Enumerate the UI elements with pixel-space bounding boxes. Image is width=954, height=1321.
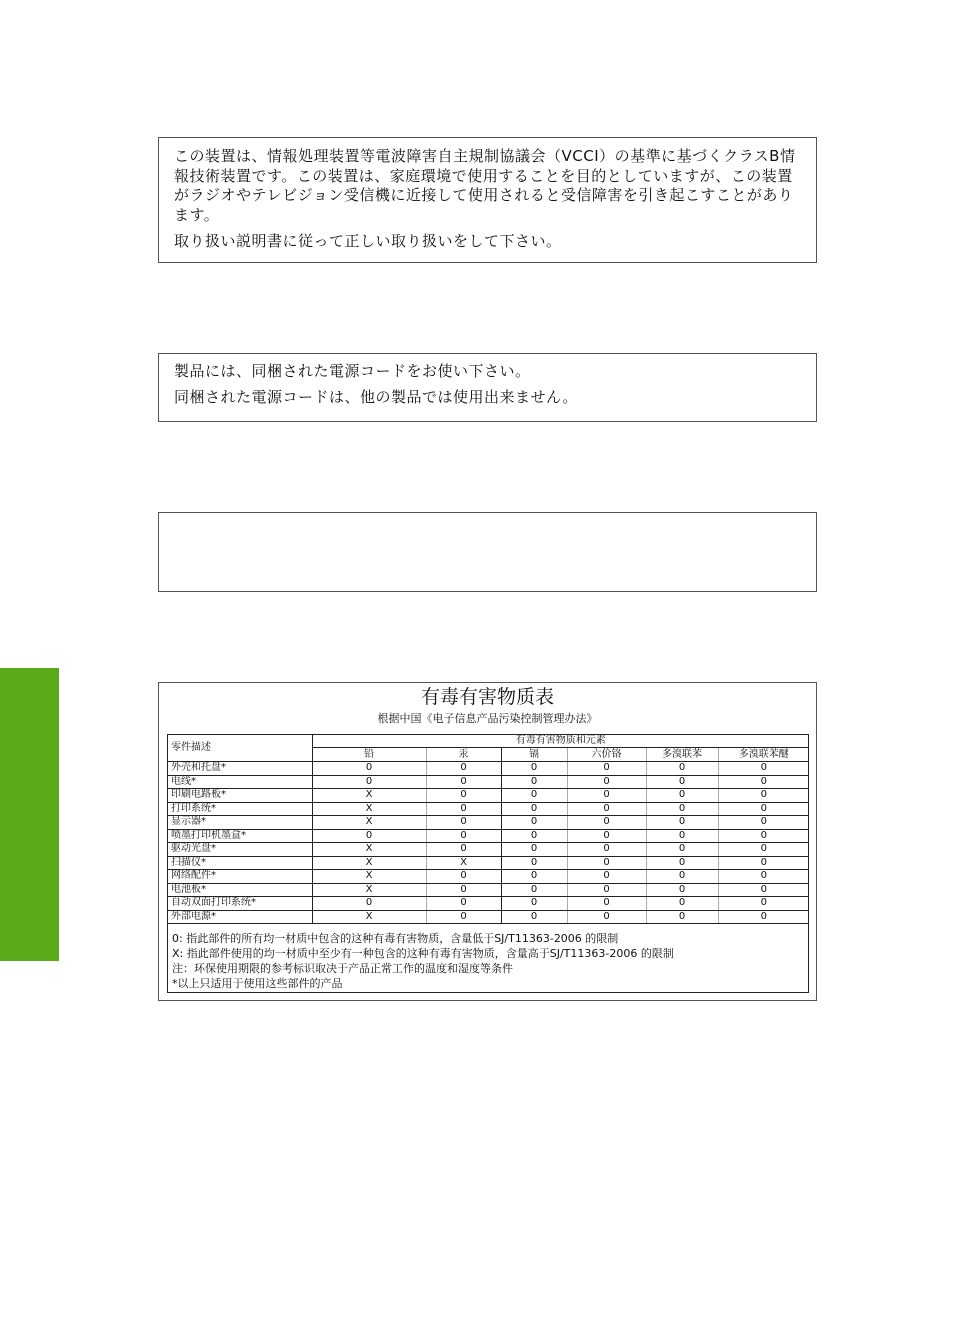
part-name-cell: 显示器* bbox=[168, 816, 312, 830]
substance-value-cell: 0 bbox=[646, 910, 718, 924]
substance-value-cell: 0 bbox=[567, 910, 646, 924]
substance-value-cell: 0 bbox=[501, 883, 567, 897]
substance-value-cell: 0 bbox=[718, 910, 809, 924]
table-row bbox=[168, 762, 809, 776]
table-row bbox=[168, 870, 809, 884]
substance-value-cell: 0 bbox=[567, 816, 646, 830]
substance-value-cell: 0 bbox=[501, 870, 567, 884]
element-header: 镉 bbox=[501, 748, 567, 762]
substance-value-cell: 0 bbox=[426, 789, 501, 803]
part-name-cell: 自动双面打印系统* bbox=[168, 897, 312, 911]
part-name-cell: 扫描仪* bbox=[168, 856, 312, 870]
element-header: 汞 bbox=[426, 748, 501, 762]
substance-value-cell: 0 bbox=[718, 775, 809, 789]
substance-value-cell: 0 bbox=[426, 829, 501, 843]
substance-value-cell: 0 bbox=[567, 789, 646, 803]
substance-value-cell: 0 bbox=[501, 829, 567, 843]
rohs-note: 注：环保使用期限的参考标识取决于产品正常工作的温度和湿度等条件 bbox=[172, 962, 513, 975]
substance-value-cell: 0 bbox=[718, 856, 809, 870]
substance-value-cell: 0 bbox=[718, 897, 809, 911]
substance-value-cell: 0 bbox=[312, 762, 426, 776]
part-name-cell: 外壳和托盘* bbox=[168, 762, 312, 776]
substance-value-cell: X bbox=[426, 856, 501, 870]
substance-value-cell: 0 bbox=[718, 762, 809, 776]
substance-value-cell: 0 bbox=[567, 829, 646, 843]
substance-value-cell: 0 bbox=[718, 829, 809, 843]
substance-value-cell: 0 bbox=[501, 843, 567, 857]
substance-value-cell: 0 bbox=[646, 816, 718, 830]
table-row bbox=[168, 829, 809, 843]
substance-value-cell: 0 bbox=[718, 816, 809, 830]
rohs-table-box bbox=[158, 682, 817, 1001]
substance-value-cell: 0 bbox=[646, 856, 718, 870]
substance-value-cell: 0 bbox=[426, 897, 501, 911]
substance-value-cell: 0 bbox=[501, 816, 567, 830]
element-header: 多溴联苯 bbox=[646, 748, 718, 762]
table-row bbox=[168, 897, 809, 911]
substance-value-cell: 0 bbox=[501, 789, 567, 803]
substance-value-cell: 0 bbox=[718, 883, 809, 897]
power-cord-notice-box bbox=[158, 353, 817, 422]
substance-value-cell: 0 bbox=[718, 843, 809, 857]
substance-value-cell: X bbox=[312, 843, 426, 857]
hazardous-substance-table bbox=[168, 735, 809, 924]
rohs-table-frame bbox=[167, 734, 809, 993]
substance-value-cell: 0 bbox=[646, 829, 718, 843]
substance-value-cell: 0 bbox=[426, 910, 501, 924]
table-row bbox=[168, 816, 809, 830]
vcci-paragraph-1: この装置は、情報処理装置等電波障害自主規制協議会（VCCI）の基準に基づくクラスB情報技術装置です。この装置は、家庭環境で使用することを目的としていますが、この装置がラジオやテレビジョン受信機に近接して使用されると受信障害を引き起こすことがあります。 bbox=[174, 147, 796, 225]
part-name-cell: 外部电源* bbox=[168, 910, 312, 924]
substance-value-cell: 0 bbox=[718, 789, 809, 803]
table-row bbox=[168, 775, 809, 789]
vcci-paragraph-2: 取り扱い説明書に従って正しい取り扱いをして下さい。 bbox=[174, 231, 562, 250]
rohs-note: 0: 指此部件的所有均一材质中包含的这种有毒有害物质，含量低于SJ/T11363-2006 的限制 bbox=[172, 932, 619, 945]
substance-value-cell: X bbox=[312, 870, 426, 884]
part-name-cell: 驱动光盘* bbox=[168, 843, 312, 857]
substance-value-cell: 0 bbox=[501, 856, 567, 870]
substance-value-cell: 0 bbox=[567, 762, 646, 776]
substance-value-cell: 0 bbox=[646, 843, 718, 857]
substance-value-cell: X bbox=[312, 856, 426, 870]
substance-value-cell: 0 bbox=[718, 870, 809, 884]
substance-value-cell: 0 bbox=[718, 802, 809, 816]
substance-value-cell: 0 bbox=[646, 802, 718, 816]
table-row bbox=[168, 802, 809, 816]
part-name-cell: 印刷电路板* bbox=[168, 789, 312, 803]
substance-value-cell: 0 bbox=[646, 789, 718, 803]
substance-value-cell: X bbox=[312, 883, 426, 897]
substance-value-cell: 0 bbox=[567, 856, 646, 870]
substance-value-cell: 0 bbox=[501, 802, 567, 816]
substance-value-cell: 0 bbox=[567, 775, 646, 789]
substance-value-cell: X bbox=[312, 802, 426, 816]
section-side-tab bbox=[0, 668, 59, 961]
substance-value-cell: 0 bbox=[567, 897, 646, 911]
substance-value-cell: 0 bbox=[426, 775, 501, 789]
substance-value-cell: X bbox=[312, 816, 426, 830]
table-row bbox=[168, 910, 809, 924]
part-description-header: 零件描述 bbox=[168, 735, 312, 762]
part-name-cell: 网络配件* bbox=[168, 870, 312, 884]
table-row bbox=[168, 789, 809, 803]
table-row bbox=[168, 843, 809, 857]
substance-value-cell: X bbox=[312, 910, 426, 924]
substance-value-cell: 0 bbox=[501, 762, 567, 776]
substance-value-cell: 0 bbox=[426, 762, 501, 776]
vcci-notice-box bbox=[158, 137, 817, 263]
part-name-cell: 电池板* bbox=[168, 883, 312, 897]
rohs-subtitle: 根据中国《电子信息产品污染控制管理办法》 bbox=[377, 712, 598, 725]
substance-value-cell: 0 bbox=[567, 870, 646, 884]
power-cord-line-1: 製品には、同梱された電源コードをお使い下さい。 bbox=[174, 362, 531, 380]
part-name-cell: 电线* bbox=[168, 775, 312, 789]
table-row bbox=[168, 883, 809, 897]
substance-value-cell: 0 bbox=[426, 802, 501, 816]
substance-value-cell: 0 bbox=[312, 829, 426, 843]
substance-value-cell: 0 bbox=[426, 870, 501, 884]
substance-value-cell: 0 bbox=[646, 762, 718, 776]
element-header: 铅 bbox=[312, 748, 426, 762]
substance-value-cell: 0 bbox=[426, 883, 501, 897]
rohs-title: 有毒有害物质表 bbox=[420, 686, 554, 708]
rohs-note: *以上只适用于使用这些部件的产品 bbox=[172, 977, 343, 990]
substance-value-cell: 0 bbox=[501, 775, 567, 789]
substance-value-cell: 0 bbox=[426, 816, 501, 830]
substance-value-cell: 0 bbox=[501, 910, 567, 924]
power-cord-line-2: 同梱された電源コードは、他の製品では使用出来ません。 bbox=[174, 388, 578, 406]
substance-value-cell: 0 bbox=[567, 843, 646, 857]
empty-notice-box bbox=[158, 512, 817, 592]
substance-value-cell: 0 bbox=[312, 897, 426, 911]
substance-value-cell: 0 bbox=[501, 897, 567, 911]
substance-value-cell: 0 bbox=[646, 883, 718, 897]
element-header: 六价铬 bbox=[567, 748, 646, 762]
substance-value-cell: 0 bbox=[646, 897, 718, 911]
substance-value-cell: X bbox=[312, 789, 426, 803]
rohs-notes bbox=[172, 931, 674, 991]
element-header: 多溴联苯醚 bbox=[718, 748, 809, 762]
substance-value-cell: 0 bbox=[312, 775, 426, 789]
substances-group-header: 有毒有害物质和元素 bbox=[312, 735, 809, 748]
substance-value-cell: 0 bbox=[426, 843, 501, 857]
rohs-note: X: 指此部件使用的均一材质中至少有一种包含的这种有毒有害物质，含量高于SJ/T11363-2006 的限制 bbox=[172, 947, 674, 960]
part-name-cell: 喷墨打印机墨盒* bbox=[168, 829, 312, 843]
substance-value-cell: 0 bbox=[646, 870, 718, 884]
substance-value-cell: 0 bbox=[646, 775, 718, 789]
substance-value-cell: 0 bbox=[567, 883, 646, 897]
table-row bbox=[168, 856, 809, 870]
substance-value-cell: 0 bbox=[567, 802, 646, 816]
part-name-cell: 打印系统* bbox=[168, 802, 312, 816]
